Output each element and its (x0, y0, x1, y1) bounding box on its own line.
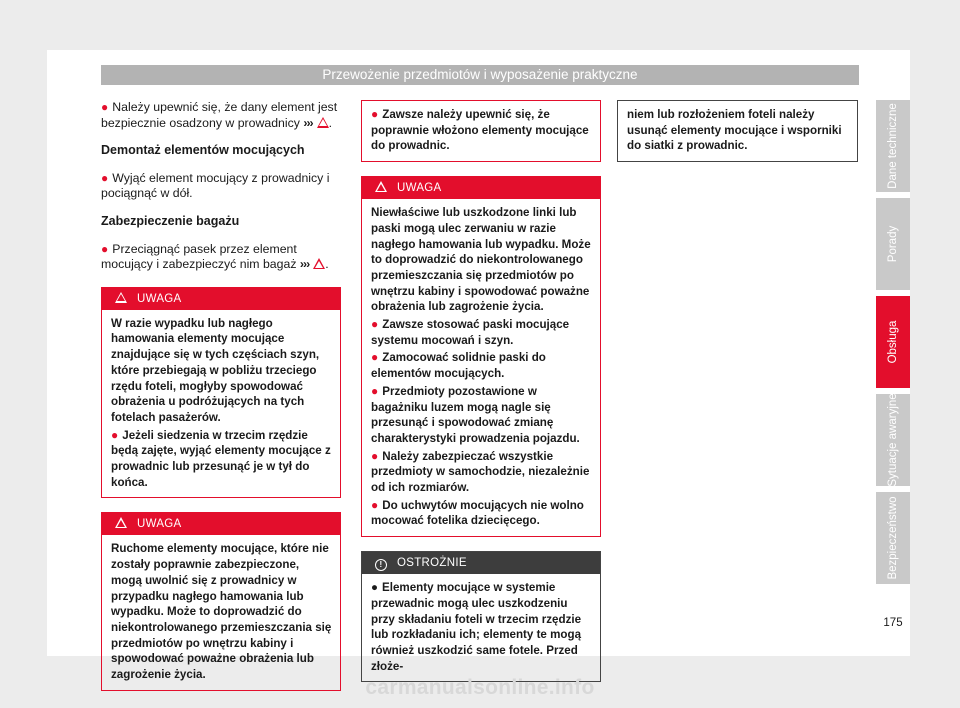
bullet-dot-icon: ● (371, 317, 379, 332)
warning-box-body: W razie wypadku lub nagłego hamowania elementy mocujące znajdujące się w tych częściach szyn, które przebiegają w pobliżu trzeciego rzędu foteli, mogłyby spowodować obrażenia u podróżujących na tych fotelach pasażerów. ● Jeżeli siedzenia w trzecim rzędzie będą zajęte, wyjąć elementy mocujące z prowadnic lub przesunąć je w tył do końca. (111, 316, 331, 489)
warning-box-header: UWAGA (362, 177, 600, 199)
bullet-dot-icon: ● (371, 107, 379, 121)
page-number: 175 (883, 617, 903, 629)
warning-icon (313, 258, 325, 269)
section-heading: Zabezpieczenie bagażu (101, 213, 240, 228)
warning-box (361, 176, 601, 537)
bullet-dot-icon: ● (371, 350, 379, 365)
warning-icon (317, 117, 329, 128)
warning-box-header: UWAGA (102, 513, 340, 535)
page-header: Przewożenie przedmiotów i wyposażenie praktyczne (101, 65, 859, 85)
bullet-dot-icon: ● (371, 581, 379, 595)
warning-box-continued (361, 100, 601, 162)
column-1 (101, 100, 341, 691)
bullet-dot-icon: ● (101, 241, 109, 256)
warning-box-header: UWAGA (102, 288, 340, 310)
caution-box-continued (617, 100, 858, 162)
tab-dane-techniczne[interactable]: Dane techniczne (876, 100, 910, 192)
warning-triangle-icon (115, 292, 127, 303)
section-heading: Demontaż elementów mocujących (101, 143, 305, 158)
bullet-dot-icon: ● (371, 497, 379, 512)
arrows-icon: ››› (299, 257, 310, 272)
arrows-icon: ››› (303, 115, 313, 130)
warning-box (101, 287, 341, 499)
column-2 (361, 100, 601, 682)
warning-box-body: ● Zawsze należy upewnić się, że poprawnie włożono elementy mocujące do prowadnic. (371, 107, 589, 153)
bullet-dot-icon: ● (101, 170, 109, 185)
tab-porady[interactable]: Porady (876, 198, 910, 290)
warning-triangle-icon (375, 181, 387, 192)
watermark: carmanualsonline.info (365, 676, 595, 699)
warning-box-body: Ruchome elementy mocujące, które nie zostały poprawnie zabezpieczone, mogą uwolnić się z prowadnicy w przypadku nagłego hamowania lub wypadku. Może to doprowadzić do niekontrolowanego przemieszczania się przedmiotów po wnętrzu kabiny i spowodować poważne obrażenia lub zagrożenie życia. (111, 542, 332, 682)
bullet-paragraph: ● Wyjąć element mocujący z prowadnicy i pociągnąć w dół. (101, 170, 330, 201)
tab-bezpieczenstwo[interactable]: Bezpieczeństwo (876, 492, 910, 584)
bullet-dot-icon: ● (371, 448, 379, 463)
bullet-paragraph: ● Przeciągnąć pasek przez element mocujący i zabezpieczyć nim bagaż ››› . (101, 241, 329, 272)
bullet-dot-icon: ● (101, 100, 109, 114)
warning-box-body: Niewłaściwe lub uszkodzone linki lub paski mogą ulec zerwaniu w razie nagłego hamowania lub wypadku. Może to doprowadzić do niekontrolowanego przemieszczania się przedmiotów po wnętrzu kabiny i spowodować poważne obrażenia lub zagrożenie życia. ● Zawsze stosować paski mocujące systemu mocowań i szyn. ● Zamocować solidnie paski do elementów mocujących. ● Przedmioty pozostawione w bagażniku luzem mogą nagle się przesunąć i spowodować zmianę charakterystyki prowadzenia pojazdu. ● Należy zabezpieczać wszystkie przedmioty w samochodzie, niezależnie od ich rozmiarów. ● Do uchwytów mocujących nie wolno mocować fotelika dziecięcego. (371, 206, 591, 528)
info-circle-icon: ! (375, 559, 387, 571)
bullet-dot-icon: ● (371, 383, 379, 398)
bullet-paragraph: ● Należy upewnić się, że dany element jest bezpiecznie osadzony w prowadnicy ››› . (101, 100, 338, 130)
caution-box-body: niem lub rozłożeniem foteli należy usunąć elementy mocujące i wsporniki do siatki z prowadnic. (627, 108, 842, 153)
tab-sytuacje-awaryjne[interactable]: Sytuacje awaryjne (876, 394, 910, 486)
caution-box-header: ! OSTROŻNIE (362, 552, 600, 574)
column-3 (617, 100, 858, 162)
caution-box (361, 551, 601, 682)
warning-box (101, 512, 341, 690)
warning-triangle-icon (115, 517, 127, 528)
tab-obsluga[interactable]: Obsługa (876, 296, 910, 388)
caution-box-body: ● Elementy mocujące w systemie przewadnic mogą ulec uszkodzeniu przy składaniu foteli w trzecim rzędzie lub rozkładaniu ich; elementy te mogą również uszkodzić same fotele. Przed złoże- (371, 581, 582, 673)
bullet-dot-icon: ● (111, 427, 119, 442)
